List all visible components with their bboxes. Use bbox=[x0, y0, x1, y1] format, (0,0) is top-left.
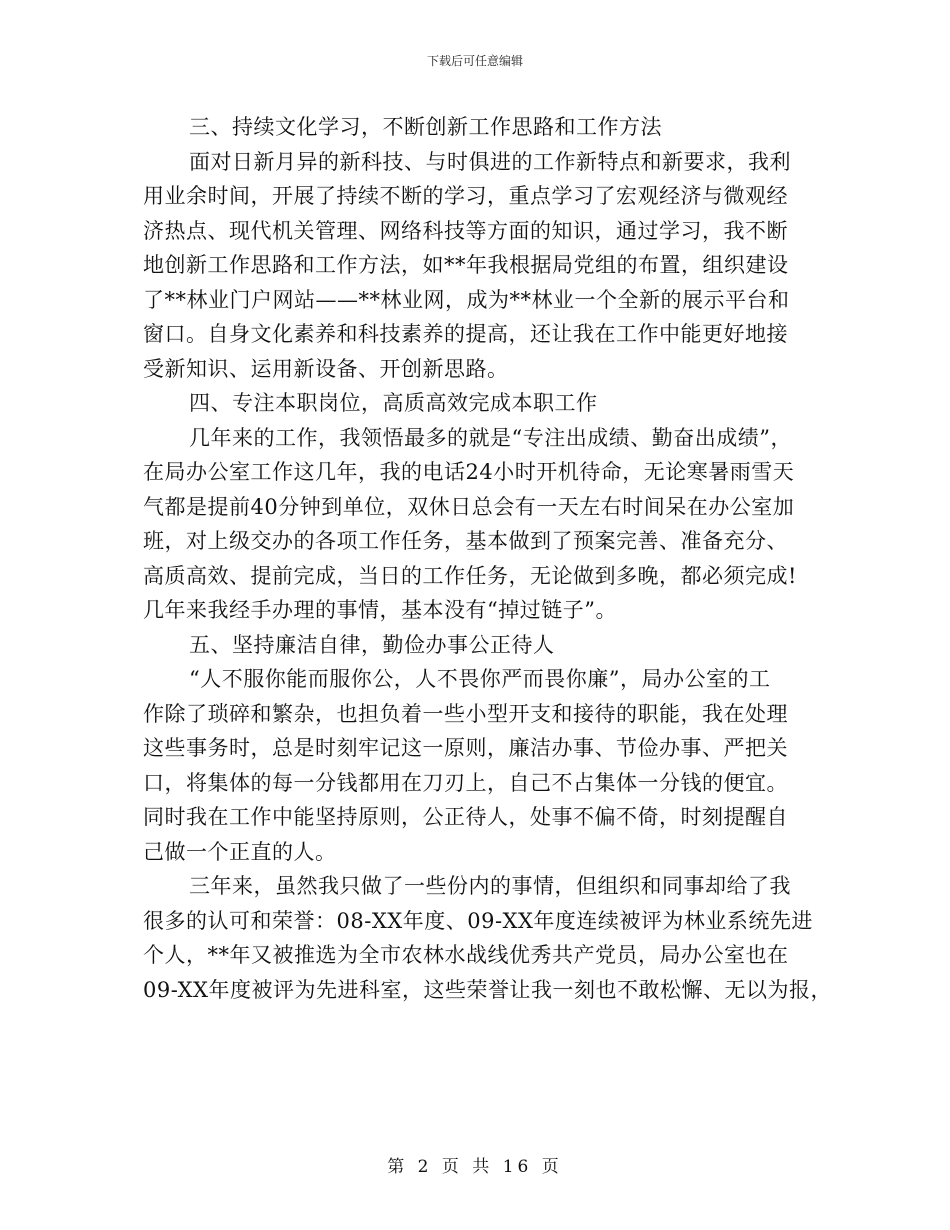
body-line: 气都是提前40分钟到单位，双休日总会有一天左右时间呆在办公室加 bbox=[143, 494, 795, 519]
page-number-footer: 第 2 页 共 16 页 bbox=[387, 1157, 563, 1177]
body-line: 受新知识、运用新设备、开创新思路。 bbox=[143, 356, 509, 381]
document-body bbox=[143, 110, 833, 1007]
body-line: 了**林业门户网站——**林业网，成为**林业一个全新的展示平台和 bbox=[143, 287, 790, 312]
body-line: 三年来，虽然我只做了一些份内的事情，但组织和同事却给了我 bbox=[189, 874, 791, 898]
body-line: 三、持续文化学习，不断创新工作思路和工作方法 bbox=[189, 115, 662, 139]
body-line: 个人，**年又被推选为全市农林水战线优秀共产党员，局办公室也在 bbox=[143, 943, 789, 967]
body-line: 很多的认可和荣誉：08-XX年度、09-XX年度连续被评为林业系统先进 bbox=[143, 908, 813, 933]
body-line: 窗口。自身文化素养和科技素养的提高，还让我在工作中能更好地接 bbox=[143, 322, 788, 346]
body-line: 口，将集体的每一分钱都用在刀刃上，自己不占集体一分钱的便宜。 bbox=[143, 770, 788, 795]
body-line: 用业余时间，开展了持续不断的学习，重点学习了宏观经济与微观经 bbox=[143, 184, 788, 208]
body-line: 济热点、现代机关管理、网络科技等方面的知识，通过学习，我不断 bbox=[143, 218, 788, 243]
body-line: 几年来我经手办理的事情，基本没有“掉过链子”。 bbox=[143, 598, 617, 622]
body-line: 面对日新月异的新科技、与时俱进的工作新特点和新要求，我利 bbox=[189, 149, 791, 174]
body-line: 在局办公室工作这几年，我的电话24小时开机待命，无论寒暑雨雪天 bbox=[143, 460, 795, 484]
body-line: 高质高效、提前完成，当日的工作任务，无论做到多晚，都必须完成! bbox=[143, 563, 797, 588]
body-line: 班，对上级交办的各项工作任务，基本做到了预案完善、准备充分、 bbox=[143, 529, 788, 553]
body-line: 四、专注本职岗位，高质高效完成本职工作 bbox=[189, 391, 598, 415]
page-header-note: 下载后可任意编辑 bbox=[426, 54, 523, 68]
body-line: 09-XX年度被评为先进科室，这些荣誉让我一刻也不敢松懈、无以为报， bbox=[143, 977, 832, 1002]
body-line: 同时我在工作中能坚持原则，公正待人，处事不偏不倚，时刻提醒自 bbox=[143, 805, 788, 829]
body-line: 五、坚持廉洁自律，勤俭办事公正待人 bbox=[189, 632, 555, 657]
body-line: 作除了琐碎和繁杂，也担负着一些小型开支和接待的职能，我在处理 bbox=[143, 701, 788, 726]
body-line: 地创新工作思路和工作方法，如**年我根据局党组的布置，组织建设 bbox=[143, 253, 789, 277]
body-line: 几年来的工作，我领悟最多的就是“专注出成绩、勤奋出成绩”， bbox=[189, 425, 792, 450]
body-line: 这些事务时，总是时刻牢记这一原则，廉洁办事、节俭办事、严把关 bbox=[143, 736, 788, 760]
body-line: “人不服你能而服你公，人不畏你严而畏你廉”，局办公室的工 bbox=[189, 667, 771, 691]
body-line: 己做一个正直的人。 bbox=[143, 839, 337, 864]
